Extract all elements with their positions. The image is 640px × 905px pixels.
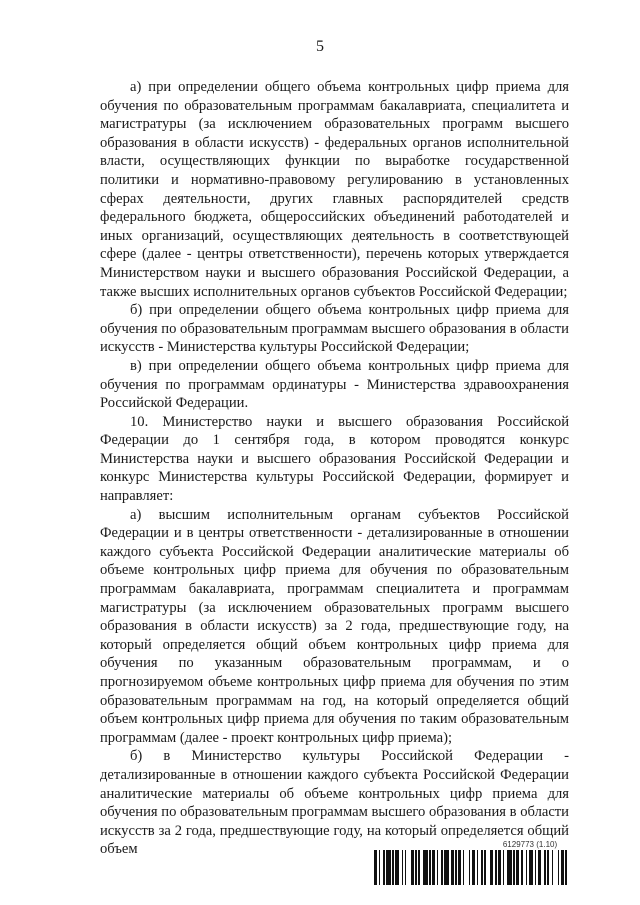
paragraph: а) при определении общего объема контрольных цифр приема для обучения по образовательным программам бакалавриата, специалитета и магистратуры (за исключением образовательных программ высшего образования в области искусств) - федеральных органов исполнительной власти, осуществляющих функции по выработке государственной политики и нормативно-правовому регулированию в установленных сферах деятельности, других главных распорядителей средств федерального бюджета, общероссийских объединений работодателей и иных организаций, осуществляющих деятельность в соответствующей сфере (далее - центры ответственности), перечень которых утверждается Министерством науки и высшего образования Российской Федерации, а также высших исполнительных органов субъектов Российской Федерации; (100, 79, 569, 300)
document-code: 6129773 (1.10) (502, 840, 558, 849)
document-body (100, 78, 569, 859)
paragraph: б) в Министерство культуры Российской Федерации - детализированные в отношении каждого субъекта Российской Федерации аналитические материалы об объеме контрольных цифр приема для обучения по образовательным программам высшего образования в области искусств за 2 года, предшествующие году, на который определяется общий объем (100, 748, 569, 858)
barcode-bar (567, 850, 570, 885)
barcode (374, 850, 570, 885)
page-number: 5 (316, 38, 324, 55)
paragraph: а) высшим исполнительным органам субъектов Российской Федерации и в центры ответственности - детализированные в отношении каждого субъекта Российской Федерации аналитические материалы об объеме контрольных цифр приема для обучения по образовательным программам бакалавриата, программам специалитета и программам магистратуры (за исключением образовательных программ высшего образования в области искусств) за 2 года, предшествующие году, на который определяется общий объем контрольных цифр приема для обучения по указанным образовательным программам, и о прогнозируемом объеме контрольных цифр приема для обучения по этим образовательным программам на год, на который определяется общий объем контрольных цифр приема для обучения по таким образовательным программам (далее - проект контрольных цифр приема); (100, 506, 569, 746)
paragraph: 10. Министерство науки и высшего образования Российской Федерации до 1 сентября года, в котором проводятся конкурс Министерства науки и высшего образования Российской Федерации и конкурс Министерства культуры Российской Федерации, формирует и направляет: (100, 413, 569, 505)
paragraph: б) при определении общего объема контрольных цифр приема для обучения по образовательным программам высшего образования в области искусств - Министерства культуры Российской Федерации; (100, 302, 569, 356)
paragraph: в) при определении общего объема контрольных цифр приема для обучения по программам ординатуры - Министерства здравоохранения Российской Федерации. (100, 357, 569, 412)
